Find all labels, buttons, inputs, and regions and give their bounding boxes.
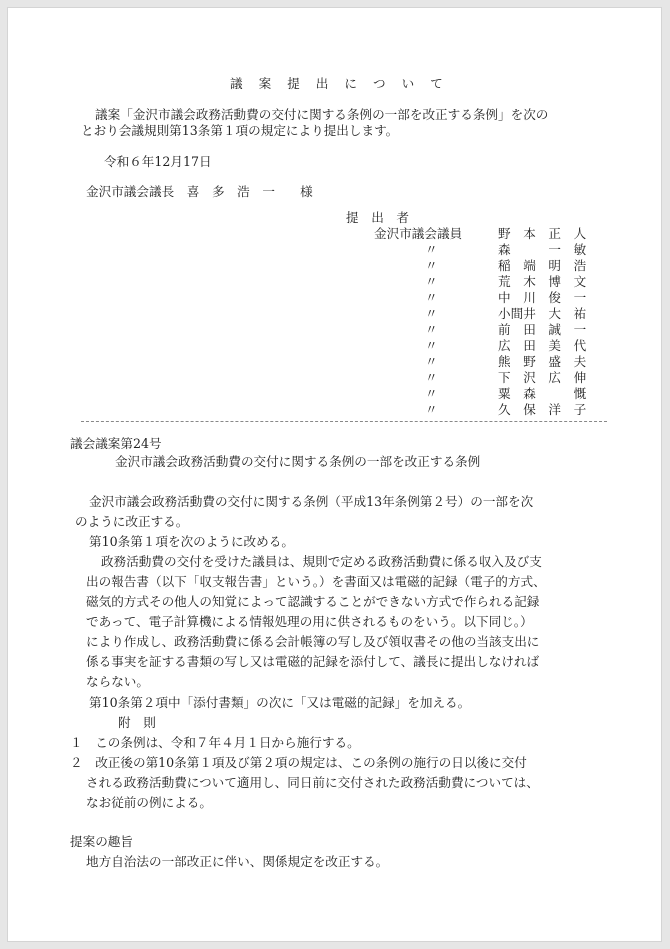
intro-line-1: 議案「金沢市議会政務活動費の交付に関する条例の一部を改正する条例」を次の	[95, 107, 549, 122]
ditto-mark: 〃	[425, 386, 438, 401]
ditto-mark: 〃	[425, 370, 438, 385]
dashed-separator	[81, 421, 607, 422]
ditto-mark: 〃	[425, 306, 438, 321]
intro-line-2: とおり会議規則第13条第１項の規定により提出します。	[81, 123, 399, 138]
purpose-text: 地方自治法の一部改正に伴い、関係規定を改正する。	[86, 854, 389, 869]
body-line: のように改正する。	[75, 514, 189, 529]
body-line: 第10条第１項を次のように改める。	[89, 534, 294, 549]
body-line: により作成し、政務活動費に係る会計帳簿の写し及び領収書その他の当該支出に	[86, 634, 540, 649]
submitter-name: 広 田 美 代	[498, 338, 587, 353]
supplementary-line: なお従前の例による。	[86, 795, 212, 810]
submitter-name: 野 本 正 人	[498, 226, 587, 241]
submitters-heading: 提 出 者	[346, 210, 409, 225]
submitter-name: 小間井 大 祐	[498, 306, 587, 321]
ditto-mark: 〃	[425, 354, 438, 369]
ditto-mark: 〃	[425, 322, 438, 337]
body-line: 政務活動費の交付を受けた議員は、規則で定める政務活動費に係る収入及び支	[101, 554, 542, 569]
body-line: 磁気的方式その他人の知覚によって認識することができない方式で作られる記録	[86, 594, 540, 609]
submitter-name: 荒 木 博 文	[498, 274, 587, 289]
ditto-mark: 〃	[425, 402, 438, 417]
submitter-name: 熊 野 盛 夫	[498, 354, 587, 369]
submission-date: 令和６年12月17日	[104, 154, 212, 169]
body-line: ならない。	[86, 674, 149, 689]
ditto-mark: 〃	[425, 338, 438, 353]
submitter-name: 久 保 洋 子	[498, 402, 587, 417]
body-line: 金沢市議会政務活動費の交付に関する条例（平成13年条例第２号）の一部を次	[89, 494, 534, 509]
ditto-mark: 〃	[425, 274, 438, 289]
supplementary-line: ２ 改正後の第10条第１項及び第２項の規定は、この条例の施行の日以後に交付	[70, 755, 527, 770]
submitter-name: 森 一 敏	[498, 242, 587, 257]
supplementary-heading: 附 則	[118, 715, 156, 730]
purpose-heading: 提案の趣旨	[70, 834, 133, 849]
submitter-role: 金沢市議会議員	[374, 226, 463, 241]
body-line: 第10条第２項中「添付書類」の次に「又は電磁的記録」を加える。	[89, 695, 471, 710]
ditto-mark: 〃	[425, 290, 438, 305]
body-line: であって、電子計算機による情報処理の用に供されるものをいう。以下同じ。）	[86, 614, 533, 629]
bill-number: 議会議案第24号	[70, 436, 162, 451]
submitter-name: 稲 端 明 浩	[498, 258, 587, 273]
ditto-mark: 〃	[425, 258, 438, 273]
bill-title: 金沢市議会政務活動費の交付に関する条例の一部を改正する条例	[115, 454, 481, 469]
body-line: 出の報告書（以下「収支報告書」という。）を書面又は電磁的記録（電子的方式、	[86, 574, 546, 589]
submitter-name: 下 沢 広 伸	[498, 370, 587, 385]
ditto-mark: 〃	[425, 242, 438, 257]
submitter-name: 中 川 俊 一	[498, 290, 587, 305]
document-title: 議 案 提 出 に つ い て	[230, 76, 449, 91]
submitter-name: 前 田 誠 一	[498, 322, 587, 337]
document-page	[7, 7, 662, 942]
supplementary-line: される政務活動費について適用し、同日前に交付された政務活動費については、	[86, 775, 539, 790]
body-line: 係る事実を証する書類の写し又は電磁的記録を添付して、議長に提出しなければ	[86, 654, 540, 669]
submitter-name: 粟 森 慨	[498, 386, 587, 401]
supplementary-line: １ この条例は、令和７年４月１日から施行する。	[70, 735, 360, 750]
addressee: 金沢市議会議長 喜 多 浩 一 様	[86, 184, 313, 199]
